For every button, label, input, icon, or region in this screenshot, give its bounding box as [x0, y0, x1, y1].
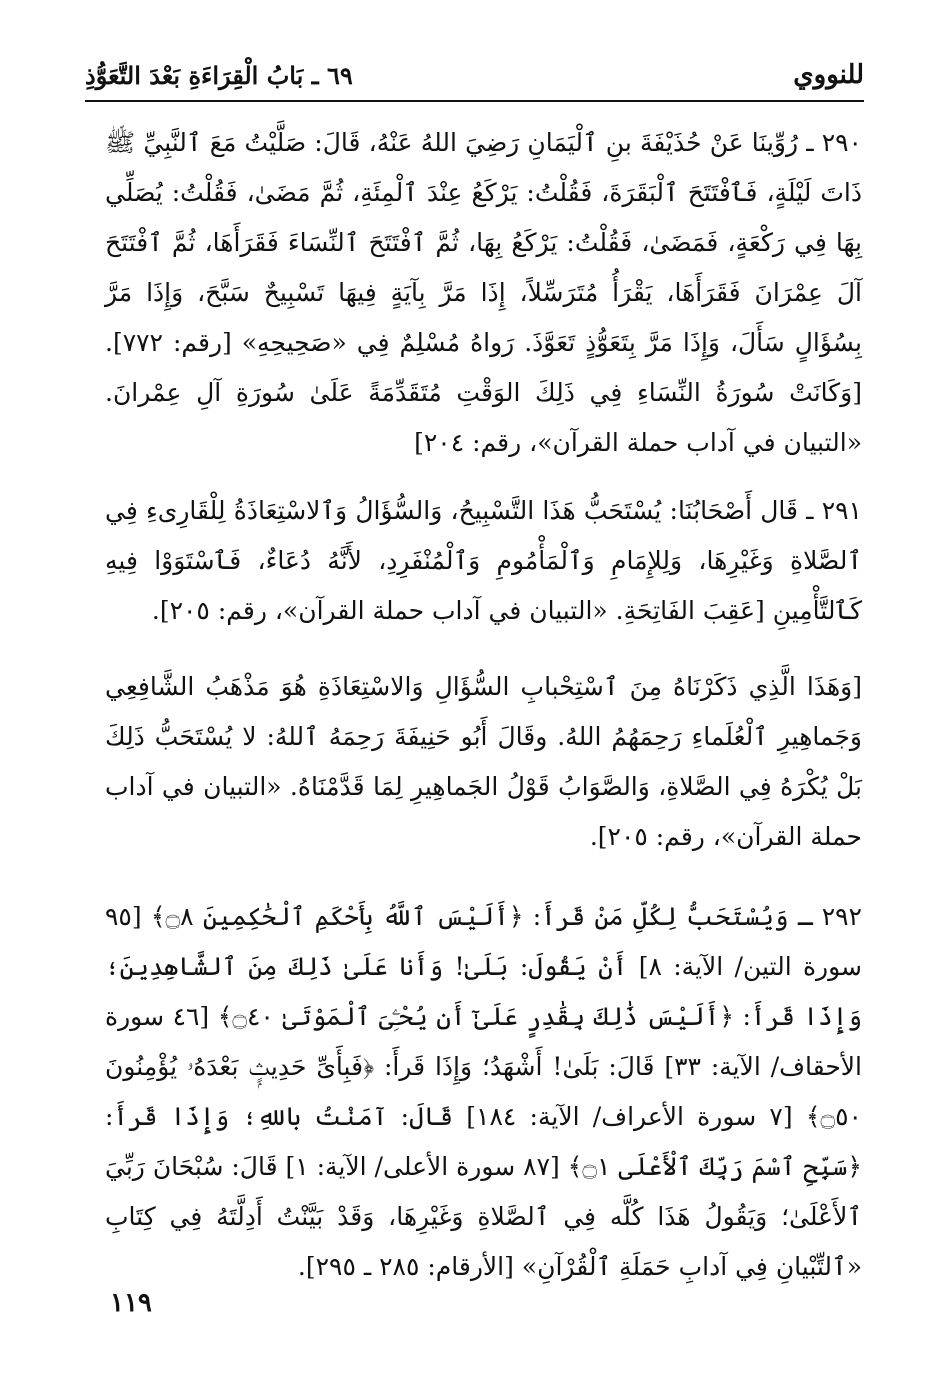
paragraph-291: ٢٩١ ـ قَال أَصْحَابُنَا: يُسْتَحَبُّ هَذَا التَّسْبِيحُ، وَالسُّؤَالُ وَٱلاسْتِعَاذَةُ لِلْقَارِىءِ فِي ٱلصَّلاةِ وَغَيْرِهَا، وَلِلإِمَامِ وَٱلْمَأْمُومِ وَٱلْمُنْفَرِدِ، لأَنَّهُ دُعَاءٌ، فَٱسْتَوَوْا فِيهِ كَٱلتَّأْمِينِ [عَقِبَ الفَاتِحَةِ. «التبيان في آداب حملة القرآن»، رقم: ٢٠٥]. [105, 496, 862, 625]
paragraph-290: ٢٩٠ ـ رُوِّينَا عَنْ حُذَيْفَةَ بنِ ٱلْيَمَانِ رَضِيَ اللهُ عَنْهُ، قَالَ: صَلَّيْتُ مَعَ ٱلنَّبِيِّ ﷺ ذَاتَ لَيْلَةٍ، فَٱفْتَتَحَ ٱلْبَقَرَةَ، فَقُلْتُ: يَرْكَعُ عِنْدَ ٱلْمِئَةِ، ثُمَّ مَضَىٰ، فَقُلْتُ: يُصَلِّي بِهَا فِي رَكْعَةٍ، فَمَضَىٰ، فَقُلْتُ: يَرْكَعُ بِهَا، ثُمَّ ٱفْتَتَحَ ٱلنِّسَاءَ فَقَرَأَهَا، ثُمَّ ٱفْتَتَحَ آلَ عِمْرَانَ فَقَرَأَهَا، يَقْرَأُ مُتَرَسِّلاً، إِذَا مَرَّ بِآيَةٍ فِيهَا تَسْبِيحٌ سَبَّحَ، وَإِذَا مَرَّ بِسُؤَالٍ سَأَلَ، وَإِذَا مَرَّ بِتَعَوُّذٍ تَعَوَّذَ. رَواهُ مُسْلِمٌ فِي «صَحِيحِهِ» [رقم: ٧٧٢]. [وَكَانَتْ سُورَةُ النِّسَاءِ فِي ذَلِكَ الوَقْتِ مُتَقَدِّمَةً عَلَىٰ سُورَةِ آلِ عِمْرانَ. «التبيان في آداب حملة القرآن»، رقم: ٢٠٤] [105, 128, 862, 457]
header-chapter-title: ٦٩ ـ بَابُ الْقِرَاءَةِ بَعْدَ التَّعَوُّذِ [85, 60, 353, 90]
page-number: ١١٩ [110, 1288, 152, 1318]
page-body [105, 118, 862, 1292]
header-author: للنووي [793, 60, 864, 90]
running-header [85, 55, 864, 95]
paragraph-note: [وَهَذَا الَّذِي ذَكَرْنَاهُ مِنَ ٱسْتِحْبابِ السُّؤَالِ وَالاسْتِعَاذَةِ هُوَ مَذْهَبُ الشَّافِعِي وَجَماهِيرِ ٱلْعُلَماءِ رَحِمَهُمُ اللهُ. وقَالَ أَبُو حَنِيفَةَ رَحِمَهُ ٱللهُ: لا يُسْتَحَبُّ ذَلِكَ بَلْ يُكْرَهُ فِي الصَّلاةِ، وَالصَّوَابُ قَوْلُ الجَماهِيرِ لِمَا قَدَّمْنَاهُ. «التبيان في آداب حملة القرآن»، رقم: ٢٠٥]. [105, 672, 862, 851]
header-rule [85, 100, 864, 102]
paragraph-292: ٢٩٢ ـ وَيُسْتَحَبُّ لِكُلِّ مَنْ قَرأَ: ﴿أَلَيْسَ ٱللَّهُ بِأَحْكَمِ ٱلْحَٰكِمِينَ ۝٨﴾ [٩٥ سورة التين/ الآية: ٨] أَنْ يَقُولَ: بَلَىٰ! وَأَنا عَلَىٰ ذَلِكَ مِنَ ٱلشَّاهِدِينَ؛ وَإِذَا قَرأَ: ﴿أَلَيْسَ ذَٰلِكَ بِقَٰدِرٍ عَلَىٰٓ أَن يُحْـِۧىَ ٱلْمَوْتَىٰ ۝٤٠﴾ [٤٦ سورة الأحقاف/ الآية: ٣٣] قَالَ: بَلَىٰ! أَشْهَدُ؛ وَإِذَا قَرأَ: ﴿فَبِأَىِّ حَدِيثٍۭ بَعْدَهُۥ يُؤْمِنُونَ ۝٥٠﴾ [٧ سورة الأعراف/ الآية: ١٨٤] قَالَ: آمَنْتُ باللهِ؛ وَإِذَا قَرأَ: ﴿سَبِّحِ ٱسْمَ رَبِّكَ ٱلْأَعْلَى ۝١﴾ [٨٧ سورة الأعلى/ الآية: ١] قَالَ: سُبْحَانَ رَبِّيَ ٱلأَعْلَىٰ؛ وَيَقُولُ هَذَا كُلَّه فِي ٱلصَّلاةِ وَغَيْرِهَا، وَقَدْ بَيَّنْتُ أَدِلَّتَهُ فِي كِتَابِ «ٱلتِّبْيانِ فِي آدابِ حَمَلَةِ ٱلْقُرْآنِ» [الأرقام: ٢٨٥ ـ ٢٩٥]. [105, 902, 862, 1281]
